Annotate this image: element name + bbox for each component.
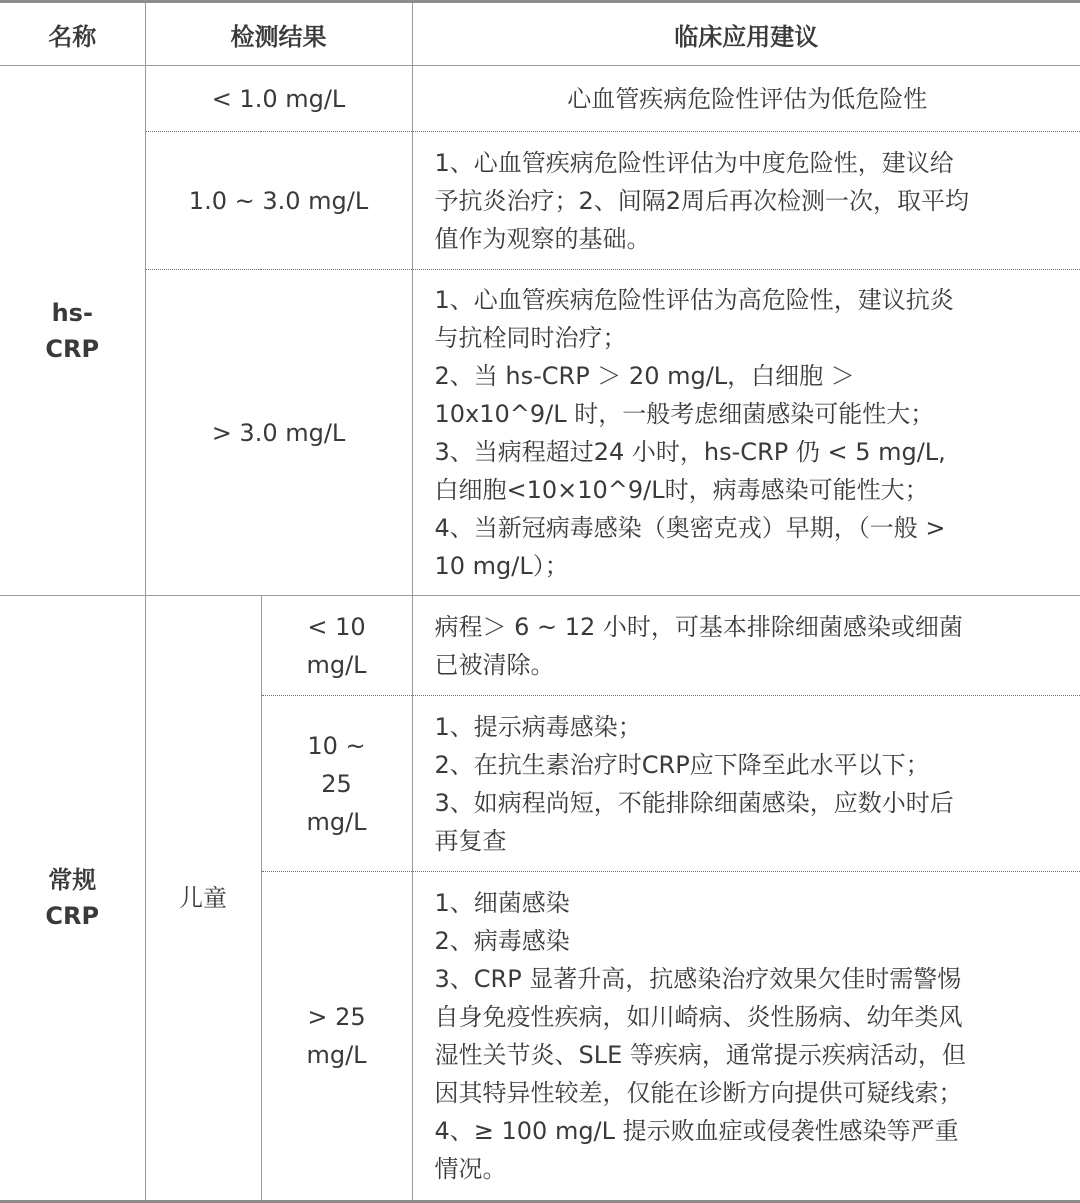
range-line: 10 ~ [307,731,366,760]
hs-crp-range-2: 1.0 ~ 3.0 mg/L [145,132,412,270]
hs-crp-range-3: > 3.0 mg/L [145,270,412,596]
table-row [0,596,1080,696]
advice-line: 3、CRP 显著升高，抗感染治疗效果欠佳时需警惕 [434,965,962,993]
range-line: 25 [321,769,352,798]
range-line: mg/L [306,807,367,836]
advice-line: 2、当 hs-CRP ＞ 20 mg/L，白细胞 ＞ [434,361,855,390]
routine-crp-advice-3 [412,872,1080,1202]
routine-crp-name-line1: 常规 [48,866,97,894]
hs-crp-advice-3 [412,270,1080,596]
header-result: 检测结果 [145,2,412,66]
table-row [0,132,1080,270]
routine-crp-advice-1 [412,596,1080,696]
routine-crp-group-cell: 儿童 [145,596,261,1202]
hs-crp-advice-1 [412,66,1080,132]
advice-line: 与抗栓同时治疗； [434,323,627,352]
advice-line: 值作为观察的基础。 [434,224,651,253]
range-line: < 10 [307,612,366,641]
advice-line: 4、≥ 100 mg/L 提示败血症或侵袭性感染等严重 [434,1117,959,1145]
range-line: > 25 [307,1003,366,1031]
table-row [0,270,1080,596]
header-name: 名称 [0,2,145,66]
table-header-row [0,2,1080,66]
hs-crp-name-cell [0,66,145,596]
hs-crp-range-1: < 1.0 mg/L [145,66,412,132]
hs-crp-name-line1: hs- [51,298,93,327]
routine-crp-range-1 [261,596,412,696]
advice-line: 湿性关节炎、SLE 等疾病，通常提示疾病活动，但 [434,1041,966,1069]
advice-line: 1、心血管疾病危险性评估为高危险性，建议抗炎 [434,285,954,314]
header-advice: 临床应用建议 [412,2,1080,66]
advice-line: 10x10^9/L 时，一般考虑细菌感染可能性大； [434,399,935,428]
advice-line: 3、如病程尚短，不能排除细菌感染，应数小时后 [434,788,954,817]
advice-line: 4、当新冠病毒感染（奥密克戎）早期，（一般 > [434,513,946,542]
hs-crp-name-line2: CRP [45,334,100,363]
advice-line: 情况。 [434,1155,507,1183]
advice-line: 因其特异性较差，仅能在诊断方向提供可疑线索； [434,1079,963,1107]
routine-crp-range-2 [261,696,412,872]
advice-line: 1、细菌感染 [434,889,570,917]
table-row [0,66,1080,132]
advice-line: 10 mg/L）； [434,551,569,580]
advice-line: 心血管疾病危险性评估为低危险性 [567,84,928,113]
advice-line: 再复查 [434,826,507,855]
range-line: mg/L [306,1041,367,1069]
routine-crp-name-cell [0,596,145,1202]
advice-line: 自身免疫性疾病，如川崎病、炎性肠病、幼年类风 [434,1003,963,1031]
advice-line: 3、当病程超过24 小时，hs-CRP 仍 < 5 mg/L, [434,437,946,466]
advice-line: 已被清除。 [434,650,555,679]
routine-crp-range-3 [261,872,412,1202]
hs-crp-advice-2 [412,132,1080,270]
range-line: mg/L [306,650,367,679]
advice-line: 1、心血管疾病危险性评估为中度危险性，建议给 [434,148,954,177]
routine-crp-name-line2: CRP [45,902,100,930]
advice-line: 白细胞<10×10^9/L时，病毒感染可能性大； [434,475,929,504]
advice-line: 2、病毒感染 [434,927,570,955]
advice-line: 2、在抗生素治疗时CRP应下降至此水平以下； [434,750,930,779]
routine-crp-advice-2 [412,696,1080,872]
advice-line: 予抗炎治疗；2、间隔2周后再次检测一次，取平均 [434,186,970,215]
advice-line: 1、提示病毒感染； [434,712,642,741]
advice-line: 病程＞ 6 ~ 12 小时，可基本排除细菌感染或细菌 [434,612,963,641]
